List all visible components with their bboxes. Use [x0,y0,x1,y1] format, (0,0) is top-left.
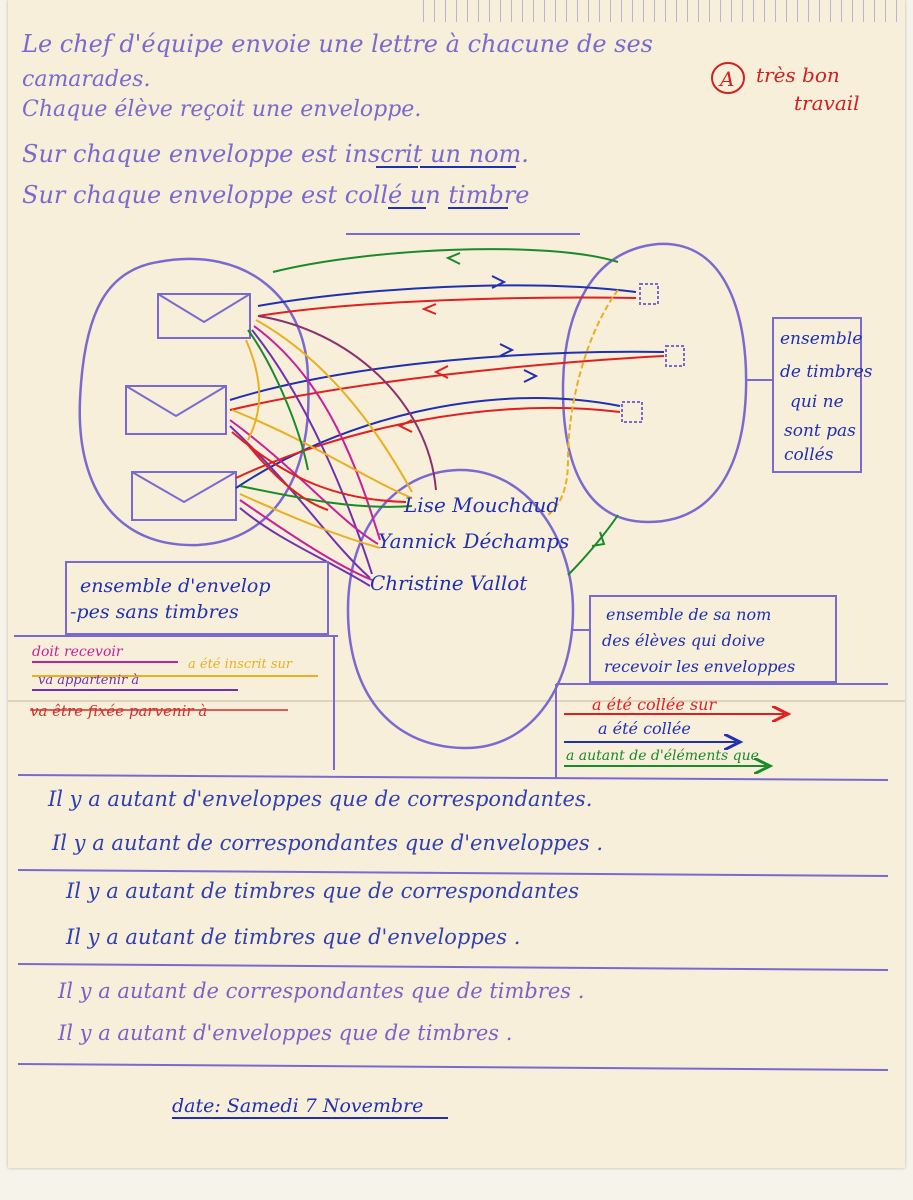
envelope-set-oval [80,259,309,545]
sentence-5: Il y a autant de correspondantes que de timbres . [58,979,585,1003]
arrowhead-green-1 [448,253,460,264]
sentence-6: Il y a autant d'enveloppes que de timbres . [58,1021,513,1045]
envelope-icon-2 [126,386,226,434]
divider-2 [18,870,888,876]
worksheet-drawing [8,0,905,1168]
timbres-label-1: ensemble [780,329,863,349]
sentence-3: Il y a autant de timbres que de correspondantes [66,879,580,903]
envelope-icon-1 [158,294,250,338]
arrowhead-red-3 [400,420,412,432]
stamp-icon-1 [640,284,658,304]
legend-left-4: va être fixée parvenir à [30,702,208,720]
intro-line-3: Sur chaque enveloppe est inscrit un nom. [22,140,529,168]
timbres-label-2: de timbres [780,362,873,382]
legend-right-2: a été collée [598,719,691,738]
stamp-set-oval [563,244,746,522]
intro-line-4: Sur chaque enveloppe est collé un timbre [22,181,530,209]
name-1: Lise Mouchaud [404,493,560,517]
legend-right-3: a autant de d'éléments que [566,748,759,764]
sentence-1: Il y a autant d'enveloppes que de correspondantes. [48,787,593,811]
timbres-label-3: qui ne [790,392,844,412]
divider-4 [18,1064,888,1070]
divider-1 [18,775,888,780]
stamp-icon-3 [622,402,642,422]
legend-left-2: a été inscrit sur [188,657,293,672]
arrow-green-top [273,249,618,272]
intro-line-1: Le chef d'équipe envoie une lettre à chacune de ses [22,30,653,58]
noms-label-2: des élèves qui doive [602,631,766,650]
legend-left-1: doit recevoir [32,644,123,660]
enveloppes-label-2: -pes sans timbres [70,601,239,623]
arrowhead-green-2 [592,532,604,546]
name-3: Christine Vallot [370,571,528,595]
enveloppes-label-1: ensemble d'envelop [80,575,271,597]
arrowhead-red-1 [424,304,436,314]
legend-left-3: va appartenir à [38,673,140,688]
legend-right-1: a été collée sur [592,695,717,714]
noms-label-1: ensemble de sa nom [606,605,772,624]
grade-comment-1: très bon [756,63,840,87]
divider-3 [18,964,888,970]
legend-left [14,636,338,770]
timbres-label-4: sont pas [784,421,856,441]
arrowhead-blue-3 [524,370,536,382]
intro-line-2: Chaque élève reçoit une enveloppe. [22,97,422,122]
envelope-icon-3 [132,472,236,520]
sentence-2: Il y a autant de correspondantes que d'enveloppes . [52,831,604,855]
hatched-connector [548,290,618,515]
stamp-icon-2 [666,346,684,366]
worksheet-page [8,0,905,1168]
sentence-4: Il y a autant de timbres que d'enveloppes . [66,925,521,949]
legend-right [556,684,888,778]
arrowhead-blue-2 [500,344,512,356]
grade-mark: A [720,67,735,91]
timbres-label-5: collés [784,445,834,465]
name-2: Yannick Déchamps [378,529,570,553]
enveloppes-label-box [66,562,328,634]
date-label: date: Samedi 7 Novembre [172,1095,424,1117]
grade-comment-2: travail [794,91,860,115]
noms-label-3: recevoir les enveloppes [604,657,796,676]
intro-line-1b: camarades. [22,67,151,92]
